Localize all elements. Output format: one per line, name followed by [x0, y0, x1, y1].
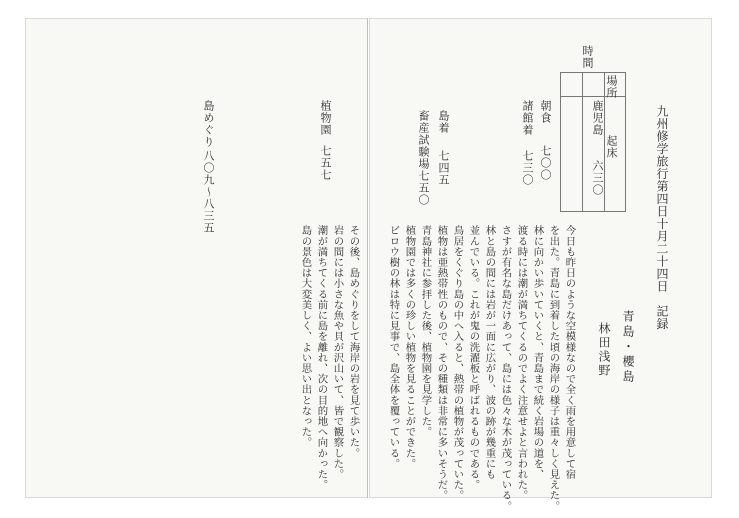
schedule-value-6: 七五〇 — [417, 170, 430, 206]
schedule-value-4: 七三〇 — [521, 150, 534, 186]
body-line-4: 渡る時には潮が満ちてくるのでよく注意せよと言われた。 — [515, 225, 528, 501]
schedule-label-6: 畜産試験場 — [417, 110, 430, 170]
schedule-value-2: 六三〇 — [591, 160, 604, 196]
body-line-10: 青島神社に参拝した後、植物園を見学した。 — [419, 225, 432, 437]
body-line-2: を出た。青島に到着した頃の海岸の様子は重々しく見えた。 — [547, 225, 560, 512]
body-line-12: ビロウ樹の林は特に見事で、島全体を覆っている。 — [387, 225, 400, 469]
schedule-value-1: 鹿児島 — [591, 100, 604, 136]
schedule-value-8: 八〇九～八三五 — [202, 150, 215, 234]
schedule-label-3: 朝食 — [539, 100, 552, 124]
body-line-3: 林に向かい歩いていくと、青島まで続く岩場の道を、 — [531, 225, 544, 480]
schedule-label-1: 場所 — [605, 75, 618, 99]
schedule-value-7: 七五七 — [319, 145, 332, 181]
body-line-6: 林と島の間には岩が一面に広がり、波の跡が幾重にも — [483, 225, 496, 480]
body-line-7: 並んでいる。これが鬼の洗濯板と呼ばれるものである。 — [467, 225, 480, 490]
schedule-value-3: 七〇〇 — [539, 145, 552, 181]
body-line-8: 鳥居をくぐり島の中へ入ると、熱帯の植物が茂っていた。 — [451, 225, 464, 501]
schedule-label-8: 島めぐり — [202, 100, 215, 148]
page-fold — [367, 18, 368, 498]
body-line-13: その後、島めぐりをして海岸の岩を見て歩いた。 — [347, 225, 360, 459]
body-line-14: 岩の間には小さな魚や貝が沢山いて、皆で観察した。 — [331, 225, 344, 480]
body-line-15: 潮が満ちてくる前に島を離れ、次の目的地へ向かった。 — [315, 225, 328, 490]
body-line-5: さすが有名な島だけあって、島には色々な木が茂っている。 — [499, 225, 512, 512]
schedule-header-time: 時間 — [581, 45, 594, 69]
place-heading: 青島・櫻島 — [621, 310, 635, 385]
body-line-16: 島の景色は大変美しく、よい思い出となった。 — [299, 225, 312, 448]
body-line-9: 植物は亜熱帯性のもので、その種類は非常に多いそうだ。 — [435, 225, 448, 501]
schedule-label-5: 島着 — [437, 110, 450, 134]
author-name: 林田浅野 — [597, 322, 611, 378]
schedule-label-2: 起床 — [605, 135, 618, 159]
document-title: 九州修学旅行第四日十月二十四日 記録 — [655, 105, 669, 330]
schedule-label-7: 植物園 — [319, 100, 332, 136]
schedule-label-4: 諸館着 — [521, 100, 534, 136]
schedule-value-5: 七四五 — [437, 150, 450, 186]
body-line-11: 植物園では多くの珍しい植物を見ることができた。 — [403, 225, 416, 469]
body-line-1: 今日も昨日のような空模様なので全く雨を用意して宿 — [563, 225, 576, 480]
